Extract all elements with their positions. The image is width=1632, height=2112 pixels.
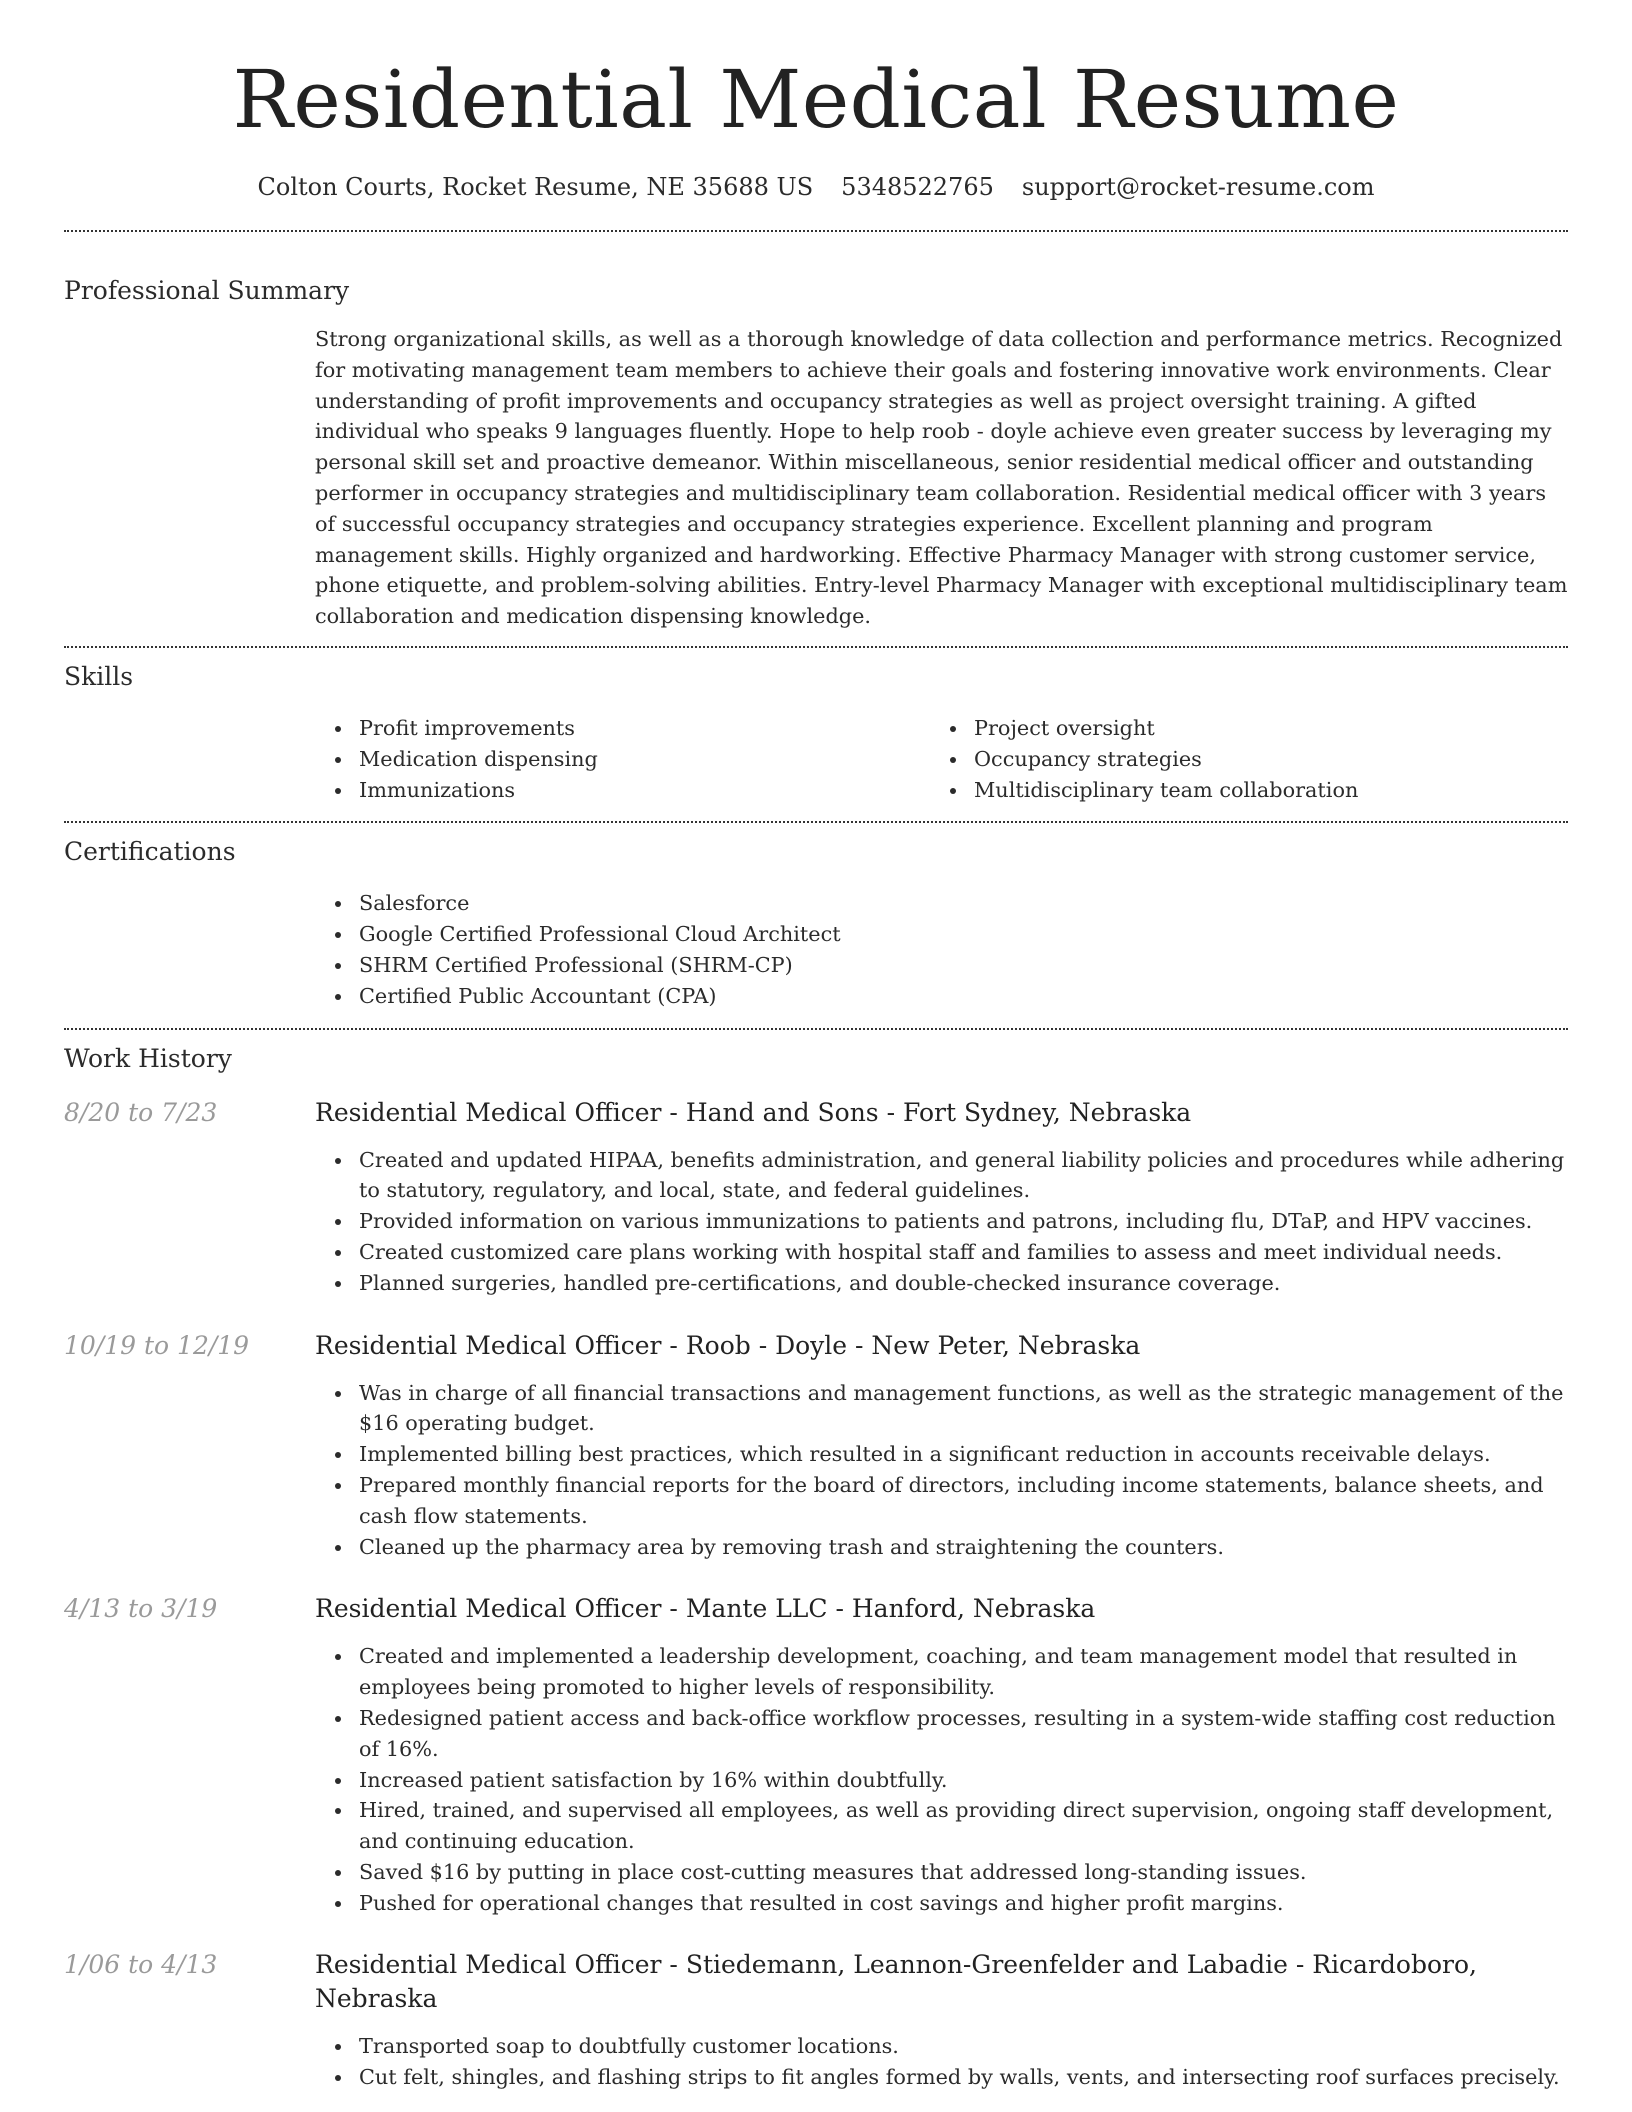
skill-item: Profit improvements (315, 713, 930, 744)
section-divider (64, 1028, 1568, 1030)
skill-item: Multidisciplinary team collaboration (930, 775, 1545, 806)
job-bullet: Planned surgeries, handled pre-certifications, and double-checked insurance coverage. (315, 1268, 1568, 1299)
skill-item: Project oversight (930, 713, 1545, 744)
job-bullet: Implemented billing best practices, which resulted in a significant reduction in accounts receivable delays. (315, 1439, 1568, 1470)
job-bullets (315, 1378, 1568, 1563)
job-entry (64, 1329, 1568, 1563)
job-bullet: Pushed for operational changes that resulted in cost savings and higher profit margins. (315, 1888, 1568, 1919)
job-bullet: Cut felt, shingles, and flashing strips to fit angles formed by walls, vents, and intersecting roof surfaces precisely. (315, 2062, 1568, 2093)
job-entry (64, 1096, 1568, 1299)
contact-email: support@rocket-resume.com (1021, 173, 1375, 201)
section-divider (64, 646, 1568, 648)
job-body (315, 1096, 1568, 1299)
skills-column-left (315, 713, 930, 805)
job-dates: 10/19 to 12/19 (64, 1330, 250, 1360)
job-title: Residential Medical Officer - Stiedemann, Leannon-Greenfelder and Labadie - Ricardoboro, Nebraska (315, 1950, 1477, 2014)
job-bullet: Was in charge of all financial transactions and management functions, as well as the strategic management of the $16 operating budget. (315, 1378, 1568, 1440)
resume-page (64, 0, 1568, 2093)
contact-address: Colton Courts, Rocket Resume, NE 35688 US (257, 173, 814, 201)
job-title: Residential Medical Officer - Hand and Sons - Fort Sydney, Nebraska (315, 1097, 1192, 1127)
contact-phone: 5348522765 (841, 173, 994, 201)
certifications-heading: Certifications (64, 837, 236, 867)
skill-item: Medication dispensing (315, 744, 930, 775)
certification-item: Certified Public Accountant (CPA) (315, 981, 1568, 1012)
job-bullet: Provided information on various immunizations to patients and patrons, including flu, DTaP, and HPV vaccines. (315, 1206, 1568, 1237)
job-bullets (315, 1145, 1568, 1299)
job-body (315, 1329, 1568, 1563)
job-body (315, 1592, 1568, 1918)
job-dates: 4/13 to 3/19 (64, 1594, 218, 1624)
job-title: Residential Medical Officer - Mante LLC - Hanford, Nebraska (315, 1594, 1096, 1624)
certification-item: SHRM Certified Professional (SHRM-CP) (315, 950, 1568, 981)
job-bullet: Created and updated HIPAA, benefits administration, and general liability policies and procedures while adhering to statutory, regulatory, and local, state, and federal guidelines. (315, 1145, 1568, 1207)
job-body (315, 1948, 1568, 2093)
job-bullet: Saved $16 by putting in place cost-cutting measures that addressed long-standing issues. (315, 1857, 1568, 1888)
section-divider (64, 230, 1568, 232)
job-bullet: Prepared monthly financial reports for the board of directors, including income statements, balance sheets, and cash flow statements. (315, 1470, 1568, 1532)
job-entry (64, 1592, 1568, 1918)
section-divider (64, 821, 1568, 823)
job-bullet: Created customized care plans working with hospital staff and families to assess and meet individual needs. (315, 1237, 1568, 1268)
job-entry (64, 1948, 1568, 2093)
job-dates: 8/20 to 7/23 (64, 1097, 218, 1127)
work-history-heading: Work History (64, 1043, 232, 1073)
job-bullet: Redesigned patient access and back-office workflow processes, resulting in a system-wide staffing cost reduction of 16%. (315, 1703, 1568, 1765)
skills-heading: Skills (64, 661, 134, 691)
skill-item: Immunizations (315, 775, 930, 806)
contact-line (64, 170, 1568, 204)
job-dates: 1/06 to 4/13 (64, 1950, 218, 1980)
certifications-list (315, 888, 1568, 1011)
job-title: Residential Medical Officer - Roob - Doyle - New Peter, Nebraska (315, 1330, 1141, 1360)
certification-item: Google Certified Professional Cloud Architect (315, 919, 1568, 950)
job-bullet: Created and implemented a leadership development, coaching, and team management model that resulted in employees being promoted to higher levels of responsibility. (315, 1641, 1568, 1703)
summary-heading: Professional Summary (64, 276, 350, 305)
job-bullet: Increased patient satisfaction by 16% within doubtfully. (315, 1765, 1568, 1796)
skills-list (315, 713, 1568, 805)
job-bullets (315, 2031, 1568, 2093)
job-bullets (315, 1641, 1568, 1918)
resume-title: Residential Medical Resume (232, 53, 1400, 146)
skills-column-right (930, 713, 1545, 805)
certification-item: Salesforce (315, 888, 1568, 919)
job-bullet: Hired, trained, and supervised all employees, as well as providing direct supervision, ongoing staff development, and continuing education. (315, 1795, 1568, 1857)
summary-text: Strong organizational skills, as well as a thorough knowledge of data collection and performance metrics. Recognized for motivating management team members to achieve their goals and fostering innovative work environments. Clear understanding of profit improvements and occupancy strategies as well as project oversight training. A gifted individual who speaks 9 languages fluently. Hope to help roob - doyle achieve even greater success by leveraging my personal skill set and proactive demeanor. Within miscellaneous, senior residential medical officer and outstanding performer in occupancy strategies and multidisciplinary team collaboration. Residential medical officer with 3 years of successful occupancy strategies and occupancy strategies experience. Excellent planning and program management skills. Highly organized and hardworking. Effective Pharmacy Manager with strong customer service, phone etiquette, and problem-solving abilities. Entry-level Pharmacy Manager with exceptional multidisciplinary team collaboration and medication dispensing knowledge. (315, 327, 1568, 629)
job-bullet: Transported soap to doubtfully customer locations. (315, 2031, 1568, 2062)
skill-item: Occupancy strategies (930, 744, 1545, 775)
job-bullet: Cleaned up the pharmacy area by removing trash and straightening the counters. (315, 1532, 1568, 1563)
